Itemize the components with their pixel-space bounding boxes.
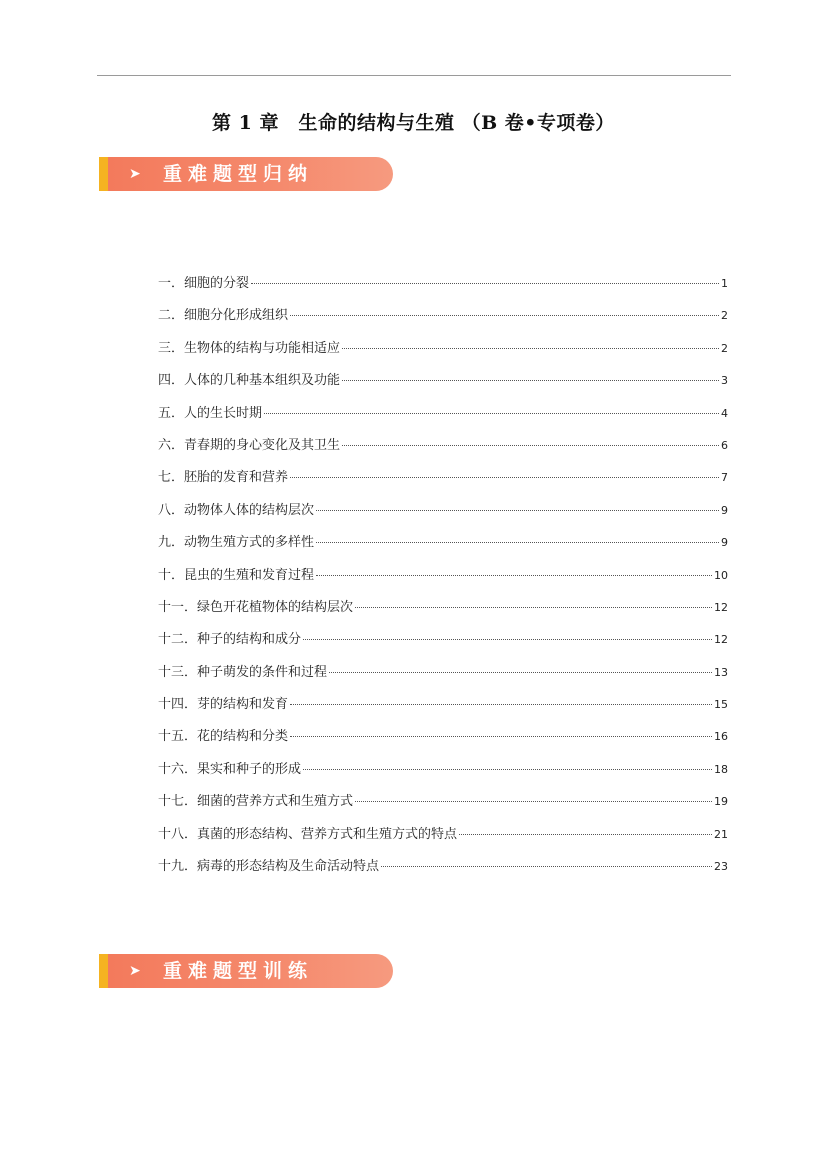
toc-entry-title: 十七．细菌的营养方式和生殖方式 [158, 794, 354, 810]
dot-leader [290, 724, 712, 737]
toc-entry[interactable] [158, 725, 728, 757]
toc-entry-page: 9 [721, 503, 728, 517]
toc-entry-title: 二．细胞分化形成组织 [158, 308, 289, 324]
toc-entry[interactable] [158, 823, 728, 855]
toc-entry-page: 10 [714, 568, 728, 582]
toc-entry[interactable] [158, 628, 728, 660]
dot-leader [342, 368, 719, 381]
toc-entry[interactable] [158, 434, 728, 466]
section-heading: 重难题型归纳 [163, 163, 314, 185]
toc-entry-page: 12 [714, 633, 728, 647]
toc-entry-title: 七．胚胎的发育和营养 [158, 470, 289, 486]
banner-accent-bar [99, 157, 108, 191]
toc-entry[interactable] [158, 369, 728, 401]
toc-entry-title: 十六．果实和种子的形成 [158, 761, 302, 777]
toc-entry-page: 6 [721, 438, 728, 452]
dot-leader [303, 627, 712, 640]
toc-entry-title: 十四．芽的结构和发育 [158, 697, 289, 713]
dot-leader [342, 433, 719, 446]
toc-entry-title: 十九．病毒的形态结构及生命活动特点 [158, 859, 380, 875]
toc-entry[interactable] [158, 272, 728, 304]
dot-leader [290, 465, 719, 478]
dot-leader [329, 660, 712, 673]
toc-entry-page: 9 [721, 536, 728, 550]
table-of-contents [158, 272, 728, 887]
dot-leader [355, 789, 712, 802]
arrow-icon: ➤ [129, 166, 141, 182]
dot-leader [251, 271, 719, 284]
toc-entry-page: 2 [721, 341, 728, 355]
toc-entry[interactable] [158, 693, 728, 725]
toc-entry-page: 4 [721, 406, 728, 420]
toc-entry-title: 十二．种子的结构和成分 [158, 632, 302, 648]
dot-leader [316, 498, 719, 511]
toc-entry-page: 19 [714, 795, 728, 809]
toc-entry[interactable] [158, 661, 728, 693]
dot-leader [342, 336, 719, 349]
toc-entry[interactable] [158, 402, 728, 434]
toc-entry[interactable] [158, 466, 728, 498]
toc-entry-title: 八．动物体人体的结构层次 [158, 502, 315, 518]
toc-entry-page: 15 [714, 698, 728, 712]
toc-entry-page: 7 [721, 471, 728, 485]
toc-entry[interactable] [158, 304, 728, 336]
section-banner-summary [99, 157, 393, 191]
section-banner-training [99, 954, 393, 988]
toc-entry-title: 九．动物生殖方式的多样性 [158, 535, 315, 551]
dot-leader [459, 822, 712, 835]
dot-leader [381, 854, 712, 867]
toc-entry-page: 12 [714, 600, 728, 614]
dot-leader [290, 303, 719, 316]
dot-leader [290, 692, 712, 705]
toc-entry[interactable] [158, 564, 728, 596]
toc-entry-page: 23 [714, 860, 728, 874]
toc-entry-page: 21 [714, 827, 728, 841]
toc-entry[interactable] [158, 531, 728, 563]
banner-accent-bar [99, 954, 108, 988]
dot-leader [355, 595, 712, 608]
section-heading: 重难题型训练 [163, 960, 314, 982]
header-rule [97, 75, 731, 76]
dot-leader [316, 563, 712, 576]
toc-entry[interactable] [158, 337, 728, 369]
toc-entry[interactable] [158, 790, 728, 822]
document-title: 第 1 章 生命的结构与生殖 （B 卷•专项卷） [212, 112, 615, 134]
toc-entry[interactable] [158, 499, 728, 531]
toc-entry-title: 十一．绿色开花植物体的结构层次 [158, 599, 354, 615]
toc-entry[interactable] [158, 855, 728, 887]
toc-entry-title: 四．人体的几种基本组织及功能 [158, 373, 341, 389]
toc-entry-page: 13 [714, 665, 728, 679]
toc-entry-page: 18 [714, 762, 728, 776]
toc-entry-title: 一．细胞的分裂 [158, 276, 250, 291]
dot-leader [316, 530, 719, 543]
dot-leader [303, 757, 712, 770]
toc-entry-title: 十五．花的结构和分类 [158, 729, 289, 745]
toc-entry-title: 五．人的生长时期 [158, 405, 263, 421]
toc-entry[interactable] [158, 596, 728, 628]
toc-entry[interactable] [158, 758, 728, 790]
toc-entry-page: 3 [721, 374, 728, 388]
toc-entry-title: 三．生物体的结构与功能相适应 [158, 340, 341, 356]
arrow-icon: ➤ [129, 963, 141, 979]
dot-leader [264, 401, 719, 414]
toc-entry-title: 六．青春期的身心变化及其卫生 [158, 437, 341, 453]
toc-entry-page: 2 [721, 309, 728, 323]
toc-entry-title: 十三．种子萌发的条件和过程 [158, 664, 328, 680]
toc-entry-page: 16 [714, 730, 728, 744]
toc-entry-title: 十．昆虫的生殖和发育过程 [158, 567, 315, 583]
toc-entry-page: 1 [721, 277, 728, 290]
toc-entry-title: 十八．真菌的形态结构、营养方式和生殖方式的特点 [158, 826, 458, 842]
